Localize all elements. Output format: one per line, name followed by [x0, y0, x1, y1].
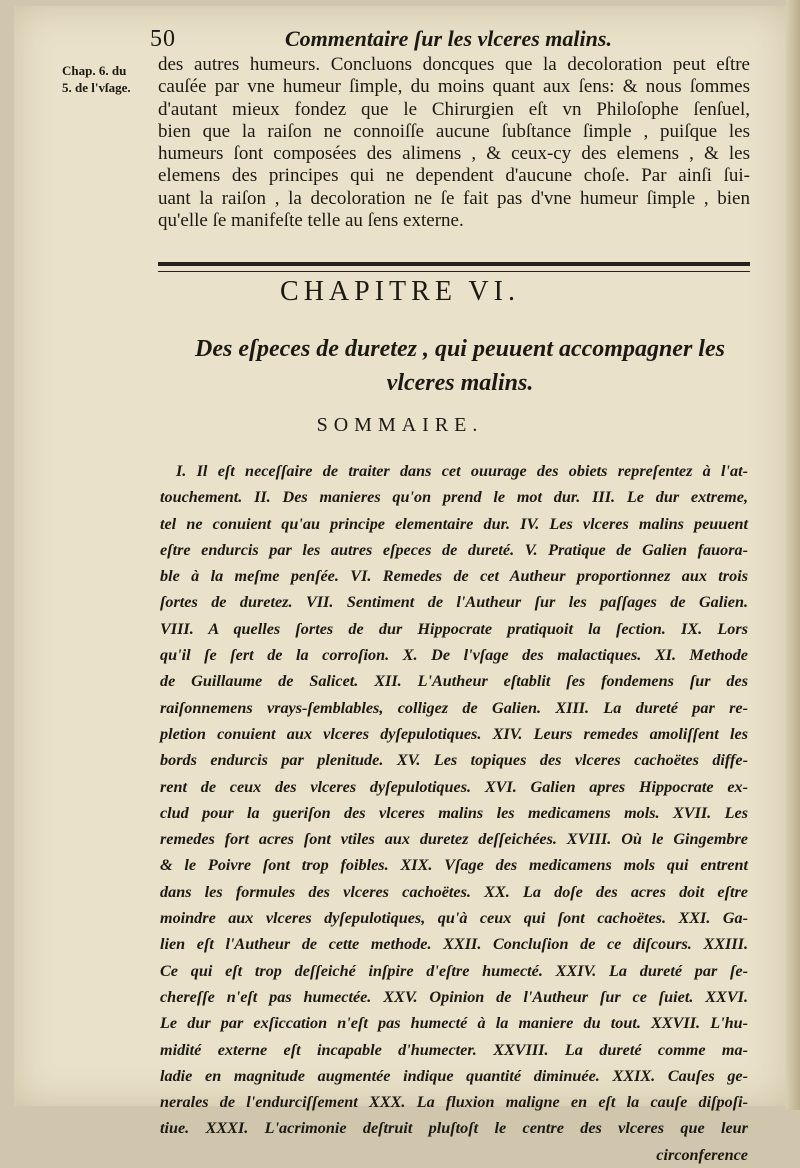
text-line: cauſée par vne humeur ſimple, du moins quant aux ſens: & nous ſommes [158, 76, 750, 98]
sommaire-line: rent de ceux des vlceres dyſepulotiques. XVI. Galien apres Hippocrate ex- [160, 777, 748, 796]
sommaire-line: de Guillaume de Salicet. XII. L'Autheur eſtablit ſes fondemens ſur des [160, 672, 748, 691]
sommaire-line: ladie en magnitude augmentée indique quantité diminuée. XXIX. Cauſes ge- [160, 1066, 748, 1085]
sommaire-line: circonference [656, 1145, 748, 1164]
margin-note-line: 5. de l'vſage. [62, 80, 131, 95]
sommaire-line: nerales de l'endurciſſement XXX. La fluxion maligne en eſt la cauſe diſpoſi- [160, 1093, 748, 1112]
sommaire-heading: SOMMAIRE. [316, 414, 484, 436]
text-line: humeurs ſont composées des alimens , & ceux-cy des elemens , & les [158, 143, 750, 165]
sommaire-line: remedes fort acres ſont vtiles aux duretez deſſeichées. XVIII. Où le Gingembre [160, 830, 748, 849]
sommaire-line: clud pour la gueriſon des vlceres malins les medicamens mols. XVII. Les [160, 803, 748, 822]
sommaire-line: lien eſt l'Autheur de cette methode. XXII. Concluſion de ce diſcours. XXIII. [160, 935, 748, 954]
sommaire-line: raiſonnemens vrays-ſemblables, colligez de Galien. XIII. La dureté par re- [160, 698, 748, 717]
section-divider [158, 262, 750, 272]
sommaire-line: pletion conuient aux vlceres dyſepulotiques. XIV. Leurs remedes amoliſſent les [160, 724, 748, 743]
sommaire-line: midité externe eſt incapable d'humecter. XXVIII. La dureté comme ma- [160, 1040, 748, 1059]
sommaire-line: eſtre endurcis par les autres eſpeces de dureté. V. Pratique de Galien fauora- [160, 540, 748, 559]
sommaire-line: & le Poivre ſont trop foibles. XIX. Vſage des medicamens mols qui entrent [160, 856, 748, 875]
sommaire-line: ſortes de duretez. VII. Sentiment de l'Autheur ſur les paſſages de Galien. [160, 593, 748, 612]
sommaire-line: qu'il ſe ſert de la corroſion. X. De l'vſage des malactiques. XI. Methode [160, 646, 748, 665]
sommaire-line: bords endurcis par plenitude. XV. Les topiques des vlceres cachoëtes diffe- [160, 751, 748, 770]
sommaire-text [160, 458, 748, 1168]
margin-note [62, 62, 157, 96]
chapter-title: CHAPITRE VI. [280, 276, 520, 307]
text-line: qu'elle ſe manifeſte telle au ſens externe. [158, 210, 464, 232]
page-edge [786, 0, 800, 1110]
sommaire-line: Le dur par exſiccation n'eſt pas humecté à la maniere du tout. XXVII. L'hu- [160, 1014, 748, 1033]
subtitle-line: vlceres malins. [386, 370, 534, 396]
sommaire-line: dans les formules des vlceres cachoëtes. XX. La doſe des acres doit eſtre [160, 882, 748, 901]
sommaire-line: tel ne conuient qu'au principe elementaire dur. IV. Les vlceres malins peuuent [160, 514, 748, 533]
subtitle-line: Des eſpeces de duretez , qui peuuent accompagner les [195, 336, 725, 362]
text-line: bien que la raiſon ne connoiſſe aucune ſubſtance ſimple , puiſque les [158, 120, 750, 142]
running-title: Commentaire ſur les vlceres malins. [285, 26, 612, 51]
sommaire-line: moindre aux vlceres dyſepulotiques, qu'à ceux qui ſont cachoëtes. XXI. Ga- [160, 909, 748, 928]
sommaire-line: I. Il eſt neceſſaire de traiter dans cet ouurage des obiets repreſentez à l'at- [176, 462, 748, 480]
text-line: des autres humeurs. Concluons doncques que la decoloration peut eſtre [158, 54, 750, 75]
sommaire-line: chereſſe n'eſt pas humectée. XXV. Opinion de l'Autheur ſur ce ſuiet. XXVI. [160, 987, 748, 1006]
chapter-subtitle [180, 332, 740, 400]
sommaire-line: Ce qui eſt trop deſſeiché inſpire d'eſtre humecté. XXIV. La dureté par ſe- [160, 961, 748, 980]
sommaire-line: ble à la meſme penſée. VI. Remedes de cet Autheur proportionnez aux trois [160, 567, 748, 586]
page-number: 50 [150, 26, 176, 52]
page-header [0, 26, 800, 56]
sommaire-line: VIII. A quelles ſortes de dur Hippocrate pratiquoit la ſection. IX. Lors [160, 619, 748, 638]
intro-paragraph [158, 54, 750, 232]
text-line: d'autant mieux fondez que le Chirurgien eſt vn Philoſophe ſenſuel, [158, 98, 750, 120]
text-line: uant la raiſon , la decoloration ne ſe fait pas d'vne humeur ſimple , bien [158, 187, 750, 209]
sommaire-line: touchement. II. Des manieres qu'on prend le mot dur. III. Le dur extreme, [160, 488, 748, 507]
margin-note-line: Chap. 6. du [62, 63, 127, 78]
sommaire-line: tiue. XXXI. L'acrimonie deſtruit pluſtoſt le centre des vlceres que leur [160, 1119, 748, 1138]
text-line: elemens des principes qui ne dependent d'aucune choſe. Par ainſi ſui- [158, 165, 750, 187]
